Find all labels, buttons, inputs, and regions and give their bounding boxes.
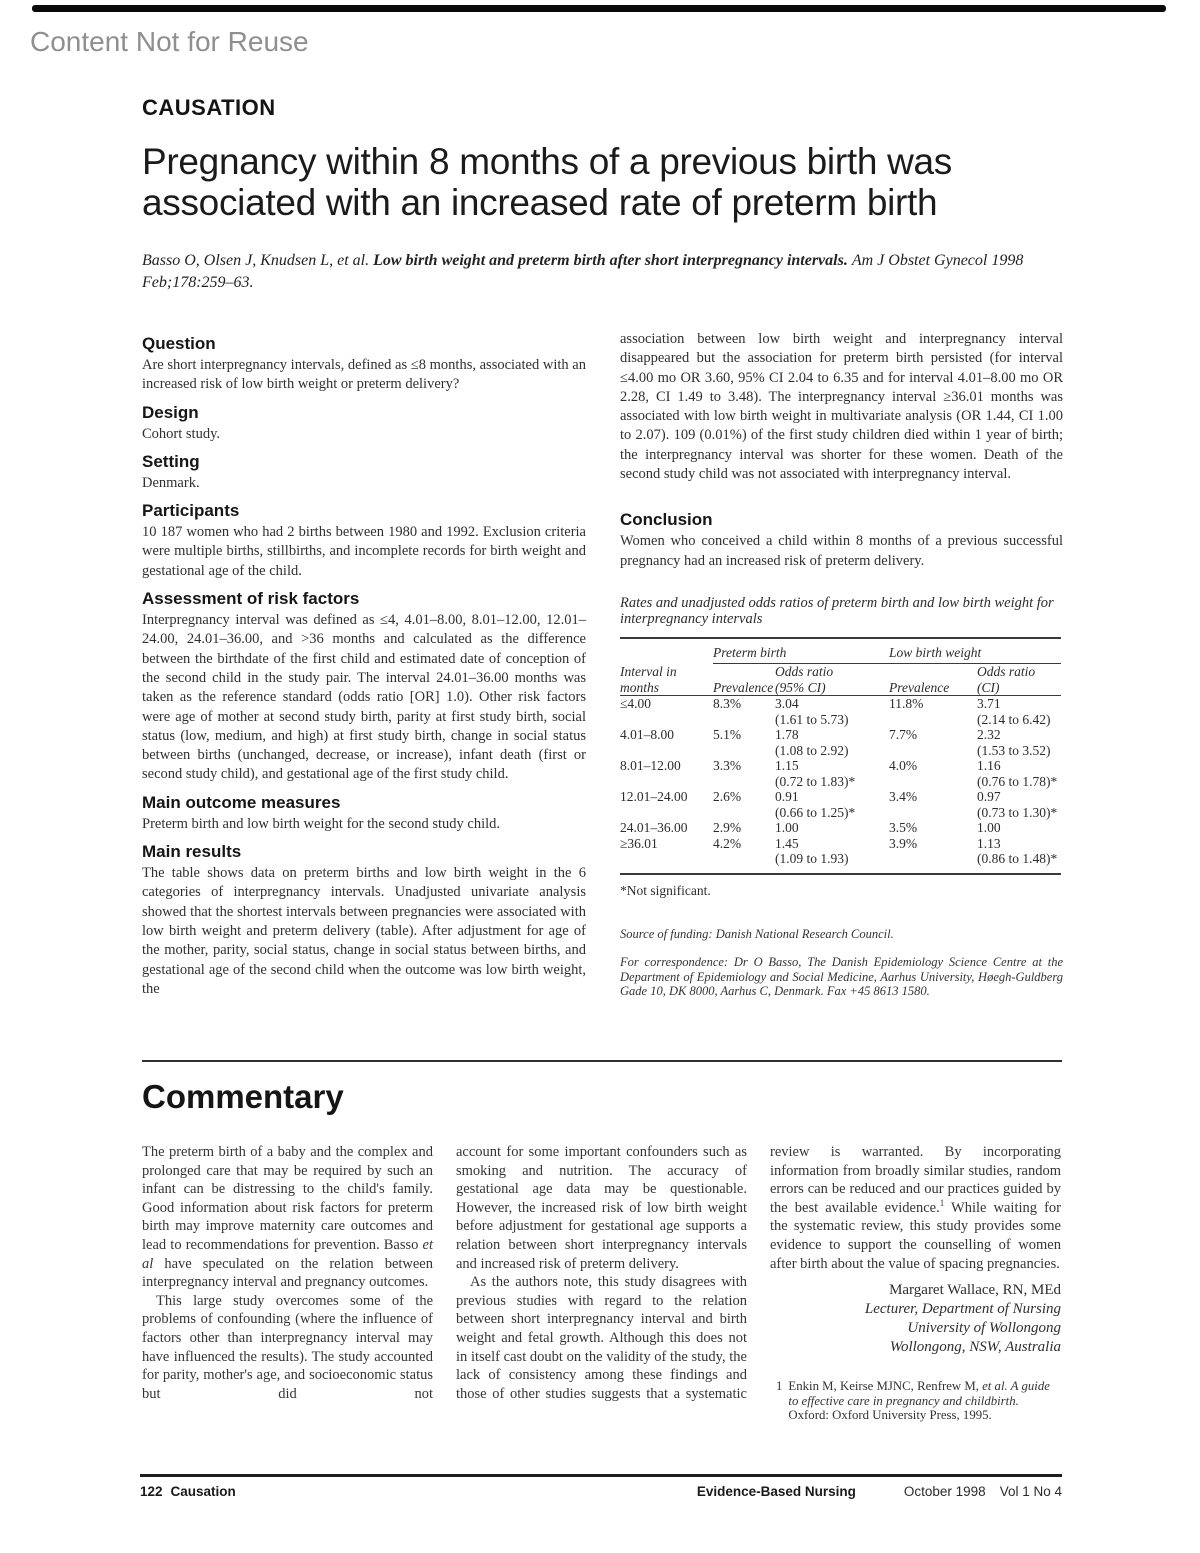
commentary-paragraph: This large study overcomes some of the problems of confounding (where the influence of factors other than interpregnancy interval may have influenced the results). The study accounted for parity, mother's age, and socioeconomic status but did not <box>142 1292 433 1402</box>
table-row: ≥36.01 4.2% 1.45 (1.09 to 1.93) 3.9% 1.13 (0.86 to 1.48)* <box>620 835 1058 867</box>
main-results-heading: Main results <box>142 842 242 862</box>
table-row: 8.01–12.00 3.3% 1.15 (0.72 to 1.83)* 4.0% 1.16 (0.76 to 1.78)* <box>620 758 1058 789</box>
design-text: Cohort study. <box>142 425 221 442</box>
question-text: Are short interpregnancy intervals, defined as ≤8 months, associated with an increased risk of low birth weight or preterm delivery? <box>142 357 586 393</box>
footer-left <box>140 1484 236 1499</box>
main-results-text: The table shows data on preterm births and low birth weight in the 6 categories of interpregnancy intervals. Unadjusted univariate analysis showed that the shortest intervals between pregnancies were associated with low birth weight and preterm delivery (table). After adjustment for age of the mother, parity, social status, change in social status between births, and gestational age of the second child when the outcome was low birth weight, the <box>142 865 586 997</box>
commentary-paragraph: account for some important confounders such as smoking and nutrition. The accuracy of gestational age data may be questionable. However, the increased risk of low birth weight before adjustment for gestational age supports a relation between short interpregnancy intervals and increased risk of preterm delivery. <box>456 1144 747 1272</box>
table-row: 24.01–36.00 2.9% 1.00 3.5% 1.00 <box>620 820 1001 836</box>
reference-marker: 1 <box>939 1197 945 1208</box>
reference-entry <box>776 1379 1056 1423</box>
abstract-right-column <box>620 330 1063 999</box>
table-row: ≤4.00 8.3% 3.04 (1.61 to 5.73) 11.8% 3.71 (2.14 to 6.42) <box>620 696 1051 727</box>
outcome-measures-heading: Main outcome measures <box>142 792 341 812</box>
table-footnote: *Not significant. <box>620 882 711 898</box>
section-divider <box>142 1060 1062 1062</box>
odds-ratio-table <box>620 637 1061 875</box>
preterm-birth-group-header: Preterm birth <box>713 638 889 664</box>
table-row: 4.01–8.00 5.1% 1.78 (1.08 to 2.92) 7.7% 2.32 (1.53 to 3.52) <box>620 727 1051 758</box>
footer-rule <box>140 1474 1062 1477</box>
commentator-location: Wollongong, NSW, Australia <box>889 1339 1061 1356</box>
reference-text: Enkin M, Keirse MJNC, Renfrew M, et al. A guide to effective care in pregnancy and childbirth. Oxford: Oxford University Press, 1995. <box>788 1379 1050 1423</box>
funding-note: Source of funding: Danish National Research Council. <box>620 926 894 941</box>
table-row: 12.01–24.00 2.6% 0.91 (0.66 to 1.25)* 3.4% 0.97 (0.73 to 1.30)* <box>620 789 1058 820</box>
commentator-title: Lecturer, Department of Nursing <box>864 1301 1061 1318</box>
citation-journal: Am J Obstet Gynecol 1998 Feb;178:259–63. <box>142 252 1024 291</box>
risk-factors-heading: Assessment of risk factors <box>142 589 360 609</box>
issue-volume: Vol 1 No 4 <box>999 1484 1062 1499</box>
participants-text: 10 187 women who had 2 births between 1980 and 1992. Exclusion criteria were multiple births, stillbirths, and incomplete records for birth weight and gestational age of the child. <box>142 524 586 579</box>
page-number: 122 <box>140 1484 163 1499</box>
setting-text: Denmark. <box>142 474 200 491</box>
prevalence1-column-header: Prevalence <box>713 664 775 696</box>
commentary-paragraph: review is warranted. By incorporating information from broadly similar studies, random errors can be reduced and our practices guided by the best available evidence.$^1$ While waiting for the systematic review, this study provides some evidence to support the counselling of women after birth about the value of spacing pregnancies. <box>770 1144 1061 1272</box>
section-kicker: CAUSATION <box>142 95 276 120</box>
commentary-column-3 <box>770 1143 1061 1423</box>
design-heading: Design <box>142 402 199 422</box>
risk-factors-text: Interpregnancy interval was defined as ≤4, 4.01–8.00, 8.01–12.00, 12.01–24.00, 24.01–36.00, and >36 months and calculated as the difference between the birthdate of the first child and estimated date of conception of the second child in the study pair. The interval 24.01–36.00 months was taken as the reference standard (odds ratio [OR] 1.0). Other risk factors were age of mother at second study birth, parity at first study birth, social status (low, medium, and high) at first study birth, change in social status between births (unchanged, decrease, or increase), infant death (first or second study child), and gestational age of the first study child. <box>142 612 586 783</box>
prevalence2-column-header: Prevalence <box>889 664 977 696</box>
conclusion-text: Women who conceived a child within 8 months of a previous successful pregnancy had an increased risk of preterm delivery. <box>620 533 1063 569</box>
setting-heading: Setting <box>142 451 200 471</box>
outcome-measures-text: Preterm birth and low birth weight for the second study child. <box>142 815 500 832</box>
scan-artifact-bar <box>32 5 1166 12</box>
reference-number: 1 <box>776 1379 783 1394</box>
commentary-paragraph: As the authors note, this study disagrees with previous studies with regard to the relation between short interpregnancy interval and birth weight and fetal growth. Although this does not in itself cast doubt on the validity of the study, the lack of consistency among these findings and those of other studies suggests that a systematic <box>456 1274 747 1402</box>
journal-name: Evidence-Based Nursing <box>696 1484 856 1499</box>
commentator-institution: University of Wollongong <box>907 1320 1061 1337</box>
results-table <box>620 595 1063 899</box>
footer-right <box>697 1484 1062 1499</box>
article-title: Pregnancy within 8 months of a previous birth was associated with an increased rate of preterm birth <box>142 141 952 223</box>
table-caption: Rates and unadjusted odds ratios of preterm birth and low birth weight for interpregnancy intervals <box>620 594 1054 628</box>
empty-cell <box>620 638 713 664</box>
footer-section: Causation <box>170 1484 236 1499</box>
citation-authors: Basso O, Olsen J, Knudsen L, et al. <box>142 252 374 269</box>
page-footer <box>140 1484 1062 1499</box>
commentary-column-1 <box>142 1143 433 1403</box>
abstract-left-column <box>142 326 586 999</box>
participants-heading: Participants <box>142 501 240 521</box>
odds-ratio1-column-header: Odds ratio (95% CI) <box>775 664 889 696</box>
low-birth-weight-group-header: Low birth weight <box>889 638 1061 664</box>
table-group-header-row <box>620 638 1061 664</box>
issue-date: October 1998 <box>903 1484 986 1499</box>
commentary-paragraph: The preterm birth of a baby and the complex and prolonged care that may be required by such an infant can be distressing to the child's family. Good information about risk factors for preterm birth may improve maternity care outcomes and lead to recommendations for prevention. Basso et al have speculated on the relation between interpregnancy interval and pregnancy outcomes. <box>142 1144 433 1291</box>
citation <box>142 250 1047 294</box>
citation-article-title: Low birth weight and preterm birth after short interpregnancy intervals. <box>373 252 852 269</box>
main-results-continuation: association between low birth weight and interpregnancy interval disappeared but the association for preterm birth persisted (for interval ≤4.00 mo OR 3.60, 95% CI 2.04 to 6.35 and for interval 4.01–8.00 mo OR 2.28, CI 1.49 to 3.48). The interpregnancy interval ≥36.01 months was associated with low birth weight in multivariate analysis (OR 1.44, CI 1.00 to 2.07). 109 (0.01%) of the first study children died within 1 year of birth; the interpregnancy interval was shorter for these women. Death of the second study child was not associated with interpregnancy interval. <box>620 331 1063 483</box>
commentator-signature <box>770 1281 1061 1357</box>
question-heading: Question <box>142 334 216 353</box>
commentary-column-2 <box>456 1143 747 1403</box>
odds-ratio2-column-header: Odds ratio (CI) <box>977 664 1061 696</box>
commentary-heading: Commentary <box>142 1078 344 1115</box>
interval-column-header: Interval in months <box>620 664 713 696</box>
conclusion-heading: Conclusion <box>620 510 713 530</box>
commentator-name: Margaret Wallace, RN, MEd <box>889 1282 1061 1299</box>
table-subheader-row <box>620 664 1061 696</box>
correspondence-note: For correspondence: Dr O Basso, The Danish Epidemiology Science Centre at the Department of Epidemiology and Social Medicine, Aarhus University, Høegh-Guldberg Gade 10, DK 8000, Aarhus C, Denmark. Fax +45 8613 1580. <box>620 954 1063 999</box>
watermark: Content Not for Reuse <box>30 26 309 57</box>
